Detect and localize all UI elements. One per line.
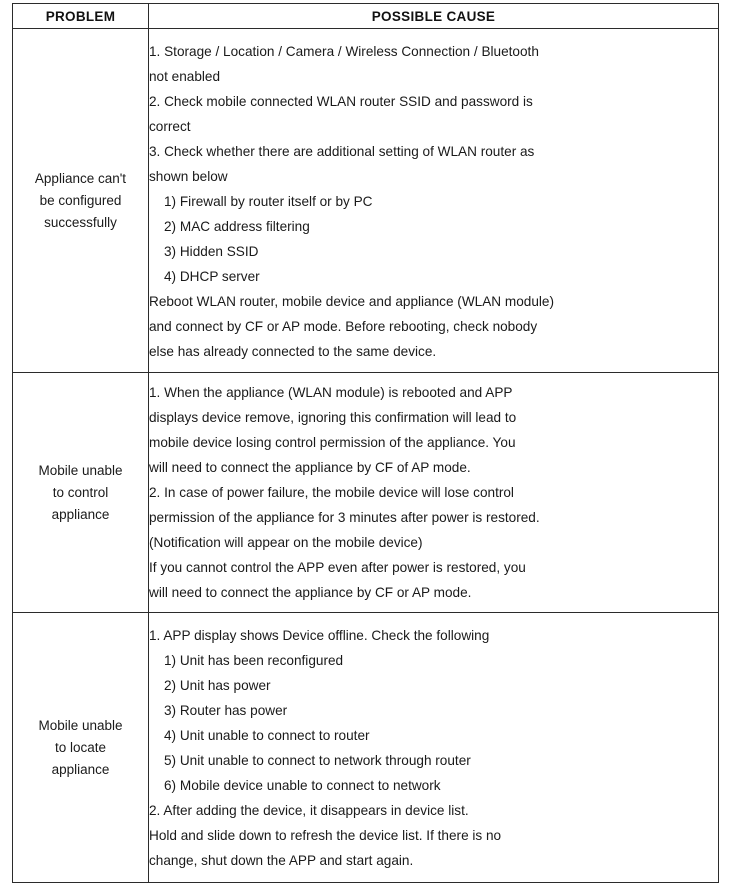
problem-cell: [13, 613, 149, 883]
problem-line: to control: [52, 484, 109, 500]
header-row: [13, 4, 719, 29]
cause-line: 2. Check mobile connected WLAN router SSID and password is: [149, 94, 533, 109]
cause-line: 2. After adding the device, it disappears in device list.: [149, 803, 469, 818]
cause-line: If you cannot control the APP even after power is restored, you: [149, 560, 526, 575]
problem-line: Mobile unable: [38, 717, 123, 733]
cause-line: will need to connect the appliance by CF of AP mode.: [149, 460, 471, 475]
cause-line: 3. Check whether there are additional setting of WLAN router as: [149, 144, 535, 159]
cause-line: not enabled: [149, 69, 221, 84]
table-row: [13, 29, 719, 373]
possible-cause-text: [149, 380, 718, 605]
problem-line: appliance: [51, 761, 110, 777]
possible-cause-cell: [149, 29, 719, 373]
cause-line: (Notification will appear on the mobile device): [149, 535, 423, 550]
cause-sub-line: 1) Firewall by router itself or by PC: [164, 194, 373, 209]
cause-sub-line: 6) Mobile device unable to connect to network: [164, 778, 441, 793]
cause-line: change, shut down the APP and start again.: [149, 853, 414, 868]
cause-line: shown below: [149, 169, 228, 184]
cause-sub-line: 3) Hidden SSID: [164, 244, 259, 259]
column-header-problem: PROBLEM: [13, 4, 149, 29]
problem-cell: [13, 373, 149, 613]
cause-line: 2. In case of power failure, the mobile device will lose control: [149, 485, 514, 500]
cause-line: and connect by CF or AP mode. Before rebooting, check nobody: [149, 319, 538, 334]
cause-line: Hold and slide down to refresh the device list. If there is no: [149, 828, 502, 843]
cause-line: mobile device losing control permission of the appliance. You: [149, 435, 516, 450]
cause-sub-line: 2) Unit has power: [164, 678, 271, 693]
table-row: [13, 373, 719, 613]
table-row: [13, 613, 719, 883]
table-header: [13, 4, 719, 29]
cause-line: correct: [149, 119, 191, 134]
cause-line: 1. When the appliance (WLAN module) is rebooted and APP: [149, 385, 513, 400]
cause-sub-line: 2) MAC address filtering: [164, 219, 310, 234]
problem-line: Mobile unable: [38, 462, 123, 478]
cause-line: displays device remove, ignoring this confirmation will lead to: [149, 410, 517, 425]
problem-line: Appliance can't: [34, 170, 127, 186]
problem-text: [13, 715, 148, 781]
cause-line: 1. APP display shows Device offline. Check the following: [149, 628, 490, 643]
possible-cause-cell: [149, 613, 719, 883]
problem-line: successfully: [44, 214, 117, 230]
cause-sub-line: 3) Router has power: [164, 703, 288, 718]
problem-line: be configured: [39, 192, 122, 208]
cause-sub-line: 5) Unit unable to connect to network through router: [164, 753, 471, 768]
cause-line: will need to connect the appliance by CF or AP mode.: [149, 585, 472, 600]
cause-line: Reboot WLAN router, mobile device and appliance (WLAN module): [149, 294, 554, 309]
possible-cause-text: [149, 623, 718, 873]
problem-line: appliance: [51, 506, 110, 522]
cause-sub-line: 4) Unit unable to connect to router: [164, 728, 370, 743]
troubleshooting-table: [12, 3, 719, 883]
problem-text: [13, 460, 148, 526]
cause-line: else has already connected to the same device.: [149, 344, 437, 359]
problem-line: to locate: [54, 739, 107, 755]
problem-cell: [13, 29, 149, 373]
cause-line: 1. Storage / Location / Camera / Wireless Connection / Bluetooth: [149, 44, 539, 59]
table-body: [13, 29, 719, 883]
possible-cause-text: [149, 39, 718, 364]
cause-sub-line: 1) Unit has been reconfigured: [164, 653, 344, 668]
column-header-possible-cause: POSSIBLE CAUSE: [149, 4, 719, 29]
possible-cause-cell: [149, 373, 719, 613]
cause-line: permission of the appliance for 3 minutes after power is restored.: [149, 510, 540, 525]
cause-sub-line: 4) DHCP server: [164, 269, 260, 284]
problem-text: [13, 168, 148, 234]
